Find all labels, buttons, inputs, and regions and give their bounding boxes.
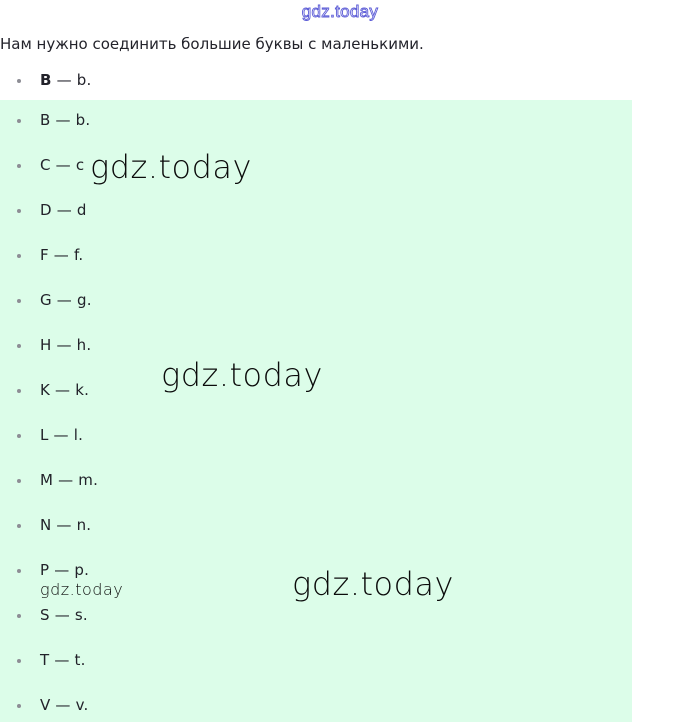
pair-separator: —: [50, 696, 76, 714]
pair-separator: —: [48, 426, 74, 444]
pair-separator: —: [49, 651, 75, 669]
pair-separator: —: [51, 516, 77, 534]
lowercase-letter: d: [76, 201, 87, 219]
uppercase-letter: V: [40, 696, 51, 714]
pair-separator: —: [50, 381, 76, 399]
bullet-icon: [17, 344, 21, 348]
bullet-icon: [17, 79, 21, 83]
pair-separator: —: [51, 336, 77, 354]
pair-separator: —: [51, 71, 77, 89]
bullet-icon: [17, 119, 21, 123]
pair-separator: —: [51, 291, 77, 309]
lowercase-letter: b.: [75, 111, 91, 129]
pair-separator: —: [53, 471, 79, 489]
list-item: [0, 235, 632, 280]
uppercase-letter: C: [40, 156, 51, 174]
uppercase-letter: P: [40, 561, 50, 579]
list-item: [0, 685, 632, 722]
uppercase-letter: L: [40, 426, 49, 444]
first-list: [0, 68, 632, 92]
lowercase-letter: p.: [74, 561, 90, 579]
lowercase-letter: n.: [76, 516, 92, 534]
uppercase-letter: S: [40, 606, 50, 624]
pair-separator: —: [49, 606, 75, 624]
uppercase-letter: H: [40, 336, 52, 354]
pair-separator: —: [51, 201, 77, 219]
watermark: gdz.today: [90, 148, 252, 186]
lowercase-letter: f.: [73, 246, 84, 264]
bullet-icon: [17, 164, 21, 168]
uppercase-letter: B: [40, 71, 52, 89]
pair-separator: —: [48, 246, 74, 264]
lowercase-letter: t.: [74, 651, 86, 669]
pair-separator: —: [50, 111, 76, 129]
bullet-icon: [17, 524, 21, 528]
bullet-icon: [17, 659, 21, 663]
bullet-icon: [17, 254, 21, 258]
bullet-icon: [17, 389, 21, 393]
lowercase-letter: l.: [73, 426, 84, 444]
list-item: [0, 280, 632, 325]
answer-block: [0, 100, 632, 722]
watermark: gdz.today: [161, 356, 323, 394]
uppercase-letter: M: [40, 471, 54, 489]
lowercase-letter: k.: [75, 381, 90, 399]
site-logo[interactable]: gdz.today: [301, 2, 379, 21]
lowercase-letter: b.: [76, 71, 92, 89]
bullet-icon: [17, 704, 21, 708]
lowercase-letter: h.: [76, 336, 92, 354]
lowercase-letter: s.: [74, 606, 88, 624]
list-item: [0, 190, 632, 235]
lowercase-letter: c: [75, 156, 85, 174]
watermark: gdz.today: [292, 565, 454, 603]
uppercase-letter: N: [40, 516, 52, 534]
list-item: [0, 68, 632, 92]
bullet-icon: [17, 209, 21, 213]
lowercase-letter: g.: [76, 291, 92, 309]
uppercase-letter: K: [40, 381, 51, 399]
bullet-icon: [17, 299, 21, 303]
lowercase-letter: m.: [78, 471, 99, 489]
list-item: [0, 460, 632, 505]
list-item: [0, 100, 632, 145]
watermark: gdz.today: [40, 580, 124, 599]
list-item: [0, 640, 632, 685]
pair-separator: —: [50, 156, 76, 174]
uppercase-letter: B: [40, 111, 51, 129]
uppercase-letter: F: [40, 246, 49, 264]
pair-separator: —: [49, 561, 75, 579]
bullet-icon: [17, 434, 21, 438]
uppercase-letter: D: [40, 201, 52, 219]
answer-list: [0, 100, 632, 722]
bullet-icon: [17, 614, 21, 618]
uppercase-letter: T: [40, 651, 50, 669]
uppercase-letter: G: [40, 291, 52, 309]
intro-text: Нам нужно соединить большие буквы с маленькими.: [0, 35, 424, 53]
lowercase-letter: v.: [75, 696, 89, 714]
list-item: [0, 505, 632, 550]
list-item: [0, 415, 632, 460]
bullet-icon: [17, 569, 21, 573]
bullet-icon: [17, 479, 21, 483]
